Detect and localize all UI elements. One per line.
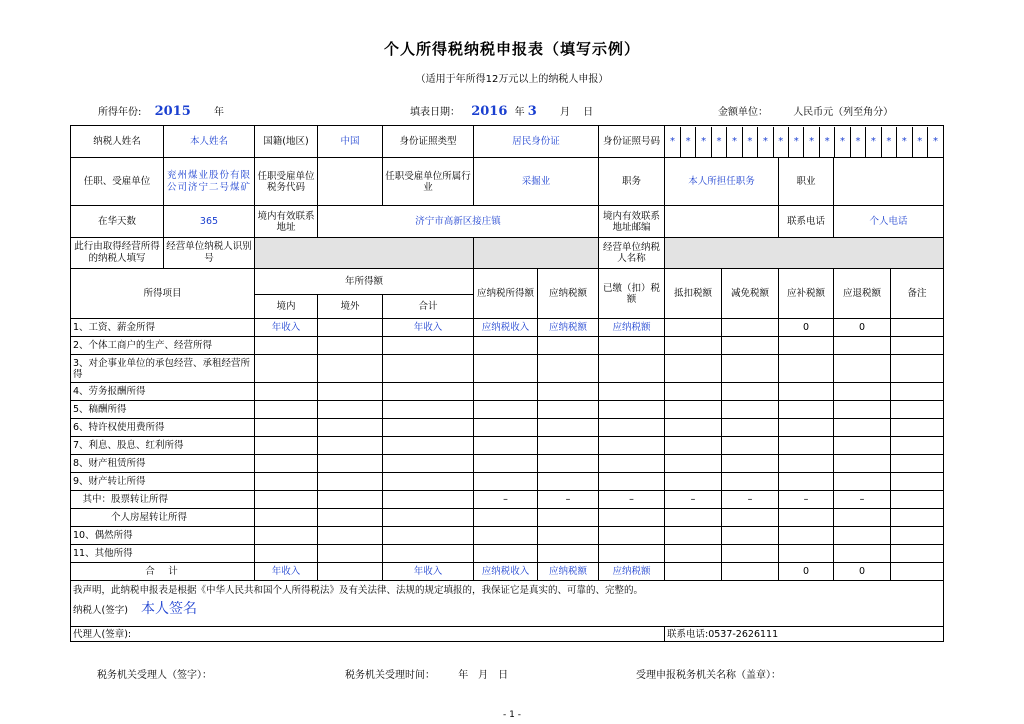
- id-type-label: 身份证照类型: [383, 126, 474, 158]
- income-cell[interactable]: [665, 563, 722, 581]
- income-cell[interactable]: [891, 509, 944, 527]
- income-row: [71, 491, 944, 509]
- income-cell[interactable]: [383, 455, 474, 473]
- income-cell[interactable]: [891, 437, 944, 455]
- income-cell[interactable]: [834, 509, 891, 527]
- income-cell[interactable]: [383, 337, 474, 355]
- income-cell[interactable]: [318, 401, 383, 419]
- col-item-header: 所得项目: [71, 269, 255, 319]
- income-cell[interactable]: [722, 473, 779, 491]
- income-cell[interactable]: [665, 337, 722, 355]
- income-cell[interactable]: 年收入: [383, 319, 474, 337]
- income-cell[interactable]: [599, 383, 665, 401]
- income-cell[interactable]: 年收入: [255, 319, 318, 337]
- income-cell[interactable]: 0: [779, 319, 834, 337]
- income-cell[interactable]: [474, 509, 538, 527]
- income-row-label: 10、偶然所得: [71, 527, 255, 545]
- income-cell[interactable]: [318, 419, 383, 437]
- col-total-header: 合计: [383, 295, 474, 319]
- col-domestic-header: 境内: [255, 295, 318, 319]
- income-cell[interactable]: [779, 437, 834, 455]
- income-rows: [71, 319, 944, 581]
- nationality-value[interactable]: 中国: [318, 126, 383, 158]
- income-cell[interactable]: [834, 545, 891, 563]
- income-row-label: 5、稿酬所得: [71, 401, 255, 419]
- col-tax-due-header: 应补税额: [779, 269, 834, 319]
- income-cell[interactable]: [318, 355, 383, 383]
- id-digit-box[interactable]: *: [680, 127, 695, 157]
- income-cell[interactable]: [474, 383, 538, 401]
- date-field: [410, 103, 593, 119]
- income-cell[interactable]: [599, 419, 665, 437]
- income-cell[interactable]: [474, 527, 538, 545]
- income-cell[interactable]: [538, 355, 599, 383]
- id-digit-box[interactable]: *: [897, 127, 912, 157]
- occupation-label: 职业: [779, 158, 834, 206]
- id-digit-box[interactable]: *: [773, 127, 788, 157]
- income-cell[interactable]: [891, 383, 944, 401]
- income-cell[interactable]: [255, 455, 318, 473]
- id-number-boxes[interactable]: [665, 126, 944, 158]
- income-cell[interactable]: –: [722, 491, 779, 509]
- income-cell[interactable]: 年收入: [383, 563, 474, 581]
- phone-label: 联系电话: [779, 206, 834, 238]
- currency-value: 人民币元（列至角分）: [793, 107, 894, 118]
- income-cell[interactable]: [599, 473, 665, 491]
- income-cell[interactable]: [383, 401, 474, 419]
- income-cell[interactable]: [665, 437, 722, 455]
- income-row-label: 6、特许权使用费所得: [71, 419, 255, 437]
- income-row: [71, 437, 944, 455]
- income-row: [71, 509, 944, 527]
- income-cell[interactable]: [834, 401, 891, 419]
- income-row: [71, 563, 944, 581]
- income-cell[interactable]: 应纳税额: [599, 563, 665, 581]
- income-cell[interactable]: 应纳税收入: [474, 563, 538, 581]
- income-row: [71, 383, 944, 401]
- income-cell[interactable]: [383, 545, 474, 563]
- income-cell[interactable]: 0: [779, 563, 834, 581]
- occupation-value[interactable]: [834, 158, 944, 206]
- income-cell[interactable]: 应纳税额: [538, 319, 599, 337]
- income-cell[interactable]: [599, 455, 665, 473]
- id-digit-box[interactable]: *: [789, 127, 804, 157]
- income-cell[interactable]: [722, 563, 779, 581]
- declaration-text: 我声明，此纳税申报表是根据《中华人民共和国个人所得税法》及有关法律、法规的规定填报的，我保证它是真实的、可靠的、完整的。: [73, 585, 644, 596]
- date-month-unit: 月: [559, 107, 570, 118]
- days-value[interactable]: 365: [164, 206, 255, 238]
- income-row-label: 4、劳务报酬所得: [71, 383, 255, 401]
- id-digit-box[interactable]: *: [758, 127, 773, 157]
- income-cell[interactable]: 应纳税额: [538, 563, 599, 581]
- id-digit-box[interactable]: *: [866, 127, 881, 157]
- income-cell[interactable]: [722, 527, 779, 545]
- id-digit-box[interactable]: *: [927, 127, 943, 157]
- income-row: [71, 337, 944, 355]
- id-digit-box[interactable]: *: [727, 127, 742, 157]
- date-day-unit: 日: [583, 107, 594, 118]
- agent-label: 代理人(签章):: [71, 627, 665, 642]
- date-year-unit: 年: [514, 107, 525, 118]
- income-row-label: 2、个体工商户的生产、经营所得: [71, 337, 255, 355]
- position-label: 职务: [599, 158, 665, 206]
- income-cell[interactable]: [255, 355, 318, 383]
- income-cell[interactable]: [891, 473, 944, 491]
- address-label: 境内有效联系地址: [255, 206, 318, 238]
- business-name-label: 经营单位纳税人名称: [599, 238, 665, 269]
- income-cell[interactable]: [891, 401, 944, 419]
- income-cell[interactable]: [722, 437, 779, 455]
- id-digit-box[interactable]: *: [711, 127, 726, 157]
- income-cell[interactable]: [474, 473, 538, 491]
- income-cell[interactable]: 应纳税收入: [474, 319, 538, 337]
- income-cell[interactable]: [722, 319, 779, 337]
- income-cell[interactable]: [834, 455, 891, 473]
- office-label: 受理申报税务机关名称（盖章）：: [636, 670, 781, 681]
- income-cell[interactable]: [318, 545, 383, 563]
- income-cell[interactable]: [599, 355, 665, 383]
- income-cell[interactable]: [665, 545, 722, 563]
- income-cell[interactable]: [474, 355, 538, 383]
- income-cell[interactable]: [255, 383, 318, 401]
- income-cell[interactable]: [255, 509, 318, 527]
- name-label: 纳税人姓名: [71, 126, 164, 158]
- income-cell[interactable]: [891, 455, 944, 473]
- col-taxable-income-header: 应纳税所得额: [474, 269, 538, 319]
- income-cell[interactable]: [779, 527, 834, 545]
- business-id-value-2[interactable]: [474, 238, 599, 269]
- currency-field: [718, 103, 893, 118]
- income-cell[interactable]: [318, 455, 383, 473]
- income-cell[interactable]: [779, 545, 834, 563]
- business-id-value[interactable]: [255, 238, 474, 269]
- date-year: 2016: [471, 104, 508, 119]
- income-row-label: 7、利息、股息、红利所得: [71, 437, 255, 455]
- income-cell[interactable]: –: [474, 491, 538, 509]
- income-cell[interactable]: [722, 355, 779, 383]
- income-cell[interactable]: [722, 337, 779, 355]
- income-cell[interactable]: [665, 401, 722, 419]
- income-cell[interactable]: [474, 437, 538, 455]
- income-cell[interactable]: [599, 337, 665, 355]
- income-cell[interactable]: [779, 383, 834, 401]
- income-cell[interactable]: [538, 337, 599, 355]
- income-cell[interactable]: [474, 545, 538, 563]
- income-cell[interactable]: [665, 355, 722, 383]
- date-month: 3: [527, 104, 537, 119]
- col-credit-header: 抵扣税额: [665, 269, 722, 319]
- income-cell[interactable]: [538, 401, 599, 419]
- income-cell[interactable]: [383, 491, 474, 509]
- income-cell[interactable]: [255, 419, 318, 437]
- income-cell[interactable]: [722, 401, 779, 419]
- income-cell[interactable]: [255, 545, 318, 563]
- signature-label: 纳税人(签字): [73, 605, 128, 616]
- id-digit-box[interactable]: *: [835, 127, 850, 157]
- income-row: [71, 319, 944, 337]
- declaration-cell: [71, 581, 944, 627]
- position-value[interactable]: 本人所担任职务: [665, 158, 779, 206]
- income-cell[interactable]: [834, 437, 891, 455]
- receive-time-label: 税务机关受理时间：: [345, 670, 435, 681]
- income-cell[interactable]: [538, 419, 599, 437]
- income-cell[interactable]: [779, 455, 834, 473]
- tax-return-form: [70, 125, 944, 642]
- income-cell[interactable]: [599, 437, 665, 455]
- col-foreign-header: 境外: [318, 295, 383, 319]
- income-cell[interactable]: [891, 491, 944, 509]
- income-cell[interactable]: [474, 455, 538, 473]
- income-cell[interactable]: [318, 563, 383, 581]
- col-tax-refund-header: 应退税额: [834, 269, 891, 319]
- page-number: - 1 -: [503, 710, 521, 720]
- id-digit-box[interactable]: *: [912, 127, 927, 157]
- income-cell[interactable]: [779, 473, 834, 491]
- income-cell[interactable]: [599, 509, 665, 527]
- income-cell[interactable]: 应纳税额: [599, 319, 665, 337]
- nationality-label: 国籍(地区): [255, 126, 318, 158]
- income-cell[interactable]: [779, 337, 834, 355]
- col-tax-payable-header: 应纳税额: [538, 269, 599, 319]
- income-cell[interactable]: [834, 337, 891, 355]
- income-row: [71, 527, 944, 545]
- address-value[interactable]: 济宁市高新区接庄镇: [318, 206, 599, 238]
- form-subtitle: （适用于年所得12万元以上的纳税人申报）: [415, 74, 609, 85]
- income-cell[interactable]: [474, 419, 538, 437]
- year-value: 2015: [154, 104, 191, 119]
- col-remark-header: 备注: [891, 269, 944, 319]
- receive-time: [345, 666, 508, 681]
- income-cell[interactable]: [834, 527, 891, 545]
- income-cell[interactable]: 0: [834, 319, 891, 337]
- income-cell[interactable]: [891, 337, 944, 355]
- id-digit-box[interactable]: *: [696, 127, 711, 157]
- employer-label: 任职、受雇单位: [71, 158, 164, 206]
- income-row: [71, 455, 944, 473]
- income-cell[interactable]: [779, 401, 834, 419]
- id-digit-box[interactable]: *: [881, 127, 896, 157]
- income-cell[interactable]: [474, 401, 538, 419]
- income-cell[interactable]: [834, 419, 891, 437]
- income-row: [71, 545, 944, 563]
- income-cell[interactable]: –: [779, 491, 834, 509]
- income-cell[interactable]: [665, 383, 722, 401]
- income-cell[interactable]: [722, 455, 779, 473]
- income-cell[interactable]: [538, 437, 599, 455]
- name-value[interactable]: 本人姓名: [164, 126, 255, 158]
- income-cell[interactable]: [665, 419, 722, 437]
- phone-value[interactable]: 个人电话: [834, 206, 944, 238]
- currency-label: 金额单位：: [718, 107, 768, 118]
- id-digit-box[interactable]: *: [669, 136, 675, 147]
- income-cell[interactable]: [255, 527, 318, 545]
- income-row: [71, 355, 944, 383]
- income-cell[interactable]: [538, 527, 599, 545]
- income-cell[interactable]: [318, 337, 383, 355]
- year-field: [98, 103, 224, 119]
- postcode-value[interactable]: [665, 206, 779, 238]
- income-cell[interactable]: [318, 509, 383, 527]
- income-cell[interactable]: [891, 527, 944, 545]
- income-cell[interactable]: [891, 319, 944, 337]
- income-row-label: 9、财产转让所得: [71, 473, 255, 491]
- income-row-label: 其中：股票转让所得: [71, 491, 255, 509]
- postcode-label: 境内有效联系地址邮编: [599, 206, 665, 238]
- employer-industry-label: 任职受雇单位所属行业: [383, 158, 474, 206]
- employer-industry-value[interactable]: 采掘业: [474, 158, 599, 206]
- form-title: 个人所得税纳税申报表（填写示例）: [383, 40, 640, 58]
- income-cell[interactable]: [665, 319, 722, 337]
- col-tax-paid-header: 已缴（扣）税额: [599, 269, 665, 319]
- income-cell[interactable]: [383, 437, 474, 455]
- col-reduction-header: 减免税额: [722, 269, 779, 319]
- income-cell[interactable]: 年收入: [255, 563, 318, 581]
- income-cell[interactable]: [891, 545, 944, 563]
- id-digit-box[interactable]: *: [850, 127, 865, 157]
- income-row-label: 8、财产租赁所得: [71, 455, 255, 473]
- income-cell[interactable]: [255, 491, 318, 509]
- income-row: [71, 419, 944, 437]
- income-cell[interactable]: –: [538, 491, 599, 509]
- income-cell[interactable]: [665, 527, 722, 545]
- income-cell[interactable]: –: [834, 491, 891, 509]
- income-cell[interactable]: [834, 355, 891, 383]
- income-cell[interactable]: [318, 491, 383, 509]
- date-label: 填表日期：: [410, 107, 460, 118]
- id-digit-box[interactable]: *: [804, 127, 819, 157]
- year-unit: 年: [213, 107, 224, 118]
- income-row-label: 1、工资、薪金所得: [71, 319, 255, 337]
- income-cell[interactable]: [474, 337, 538, 355]
- income-row-label: 个人房屋转让所得: [71, 509, 255, 527]
- income-cell[interactable]: [538, 545, 599, 563]
- signature-value[interactable]: 本人签名: [140, 601, 197, 617]
- year-label: 所得年份:: [98, 107, 142, 118]
- income-cell[interactable]: [318, 383, 383, 401]
- employer-tax-code-label: 任职受雇单位税务代码: [255, 158, 318, 206]
- days-label: 在华天数: [71, 206, 164, 238]
- income-cell[interactable]: 0: [834, 563, 891, 581]
- id-number-label: 身份证照号码: [599, 126, 665, 158]
- income-cell[interactable]: [538, 509, 599, 527]
- income-cell[interactable]: [779, 509, 834, 527]
- income-cell[interactable]: [665, 455, 722, 473]
- business-id-label: 经营单位纳税人识别号: [164, 238, 255, 269]
- income-cell[interactable]: [255, 473, 318, 491]
- employer-tax-code-value[interactable]: [318, 158, 383, 206]
- business-name-value[interactable]: [665, 238, 944, 269]
- income-row: [71, 401, 944, 419]
- id-digit-grid: [665, 127, 943, 157]
- income-cell[interactable]: [255, 337, 318, 355]
- income-cell[interactable]: [722, 419, 779, 437]
- income-cell[interactable]: [722, 509, 779, 527]
- income-cell[interactable]: [318, 437, 383, 455]
- agent-phone: 联系电话:0537-2626111: [665, 627, 944, 642]
- income-cell[interactable]: [722, 545, 779, 563]
- income-cell[interactable]: [383, 527, 474, 545]
- income-cell[interactable]: [599, 527, 665, 545]
- receiver-label: 税务机关受理人（签字）：: [97, 670, 212, 681]
- income-cell[interactable]: [318, 319, 383, 337]
- income-cell[interactable]: [538, 455, 599, 473]
- income-cell[interactable]: [383, 419, 474, 437]
- income-cell[interactable]: [891, 355, 944, 383]
- income-cell[interactable]: [383, 355, 474, 383]
- income-cell[interactable]: [383, 383, 474, 401]
- business-row-label: 此行由取得经营所得的纳税人填写: [71, 238, 164, 269]
- id-digit-box[interactable]: *: [742, 127, 757, 157]
- income-cell[interactable]: [318, 527, 383, 545]
- signature-line: [73, 603, 943, 617]
- income-cell[interactable]: [599, 545, 665, 563]
- income-cell[interactable]: [779, 419, 834, 437]
- income-cell[interactable]: –: [599, 491, 665, 509]
- id-digit-box[interactable]: *: [819, 127, 834, 157]
- income-cell[interactable]: –: [665, 491, 722, 509]
- income-cell[interactable]: [383, 473, 474, 491]
- income-cell[interactable]: [538, 383, 599, 401]
- income-cell[interactable]: [834, 383, 891, 401]
- receive-time-units: 年 月 日: [458, 670, 509, 681]
- income-cell[interactable]: [599, 401, 665, 419]
- income-cell[interactable]: [891, 563, 944, 581]
- employer-value[interactable]: 兖州煤业股份有限公司济宁二号煤矿: [164, 158, 255, 206]
- col-annual-income-header: 年所得额: [255, 269, 474, 295]
- income-cell[interactable]: [665, 473, 722, 491]
- income-row: [71, 473, 944, 491]
- income-cell[interactable]: [891, 419, 944, 437]
- income-row-label: 11、其他所得: [71, 545, 255, 563]
- income-row-label: 合 计: [71, 563, 255, 581]
- income-row-label: 3、对企事业单位的承包经营、承租经营所得: [71, 355, 255, 383]
- income-cell[interactable]: [383, 509, 474, 527]
- income-cell[interactable]: [665, 509, 722, 527]
- income-cell[interactable]: [779, 355, 834, 383]
- id-type-value[interactable]: 居民身份证: [474, 126, 599, 158]
- income-cell[interactable]: [538, 473, 599, 491]
- income-cell[interactable]: [255, 401, 318, 419]
- income-cell[interactable]: [834, 473, 891, 491]
- income-cell[interactable]: [318, 473, 383, 491]
- income-cell[interactable]: [255, 437, 318, 455]
- income-cell[interactable]: [722, 383, 779, 401]
